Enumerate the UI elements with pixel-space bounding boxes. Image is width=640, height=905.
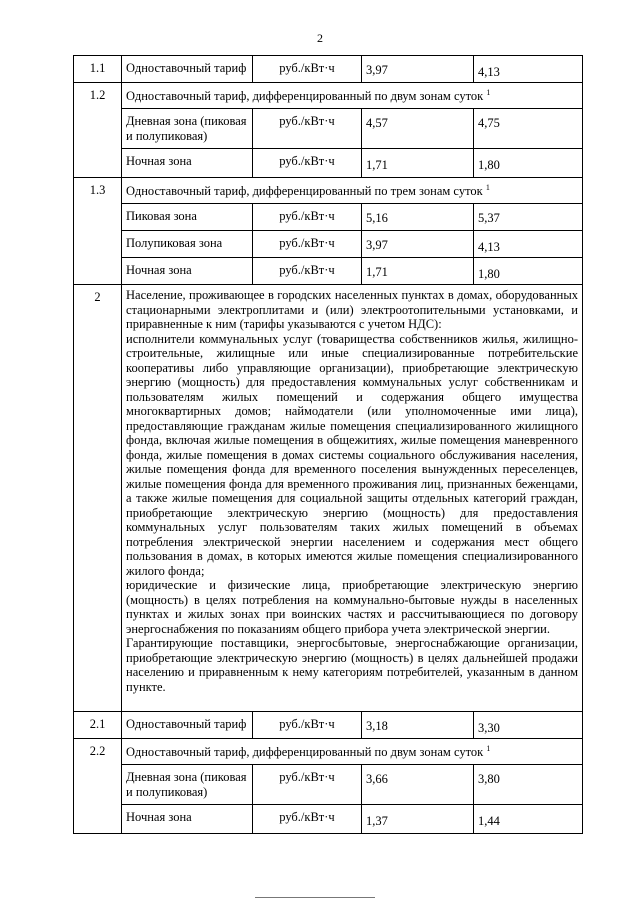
table-row (74, 109, 583, 149)
row-number: 2 (74, 285, 122, 712)
row-number: 1.2 (74, 83, 122, 178)
table-row (74, 178, 583, 204)
scan-edge-line (255, 897, 375, 898)
table-row (74, 204, 583, 231)
value-cell: 4,57 (362, 109, 474, 149)
paragraph: исполнители коммунальных услуг (товарищества собственников жилья, жилищно-строительные, жилищные или иные специализированные потребительские кооперативы либо управляющие организации), приобретающие электрическую энергию (мощность) для предоставления коммунальных услуг собственникам и пользователям жилых помещений и содержания общего имущества многоквартирных домов; наймодатели (или уполномоченные ими лица), предоставляющие гражданам жилые помещения специализированного жилищного фонда, включая жилые помещения в общежитиях, жилые помещения маневренного фонда, жилые помещения в домах системы социального обслуживания населения, жилые помещения фонда для временного поселения вынужденных переселенцев, жилые помещения фонда для временного проживания лиц, признанных беженцами, а также жилые помещения для социальной защиты отдельных категорий граждан, приобретающие электрическую энергию (мощность) для предоставления коммунальных услуг пользователям таких жилых помещений в объемах потребления электрической энергии населением и содержания мест общего пользования в домах, в которых имеются жилые помещения специализированного жилого фонда; (126, 331, 578, 578)
unit-cell: руб./кВт·ч (253, 231, 362, 258)
value-cell: 1,71 (362, 258, 474, 285)
tariff-name: Дневная зона (пиковая и полупиковая) (122, 109, 253, 149)
unit-cell: руб./кВт·ч (253, 258, 362, 285)
paragraph: Население, проживающее в городских населенных пунктах в домах, оборудованных стационарными электроплитами и (или) электроотопительными установками, и приравненные к ним (тарифы указываются с учетом НДС): (126, 288, 578, 331)
footnote-mark: 1 (486, 744, 491, 753)
table-row (74, 149, 583, 178)
value-cell: 4,13 (474, 56, 583, 83)
value-cell: 3,30 (474, 712, 583, 739)
table-row (74, 712, 583, 739)
unit-cell: руб./кВт·ч (253, 712, 362, 739)
table-row (74, 285, 583, 712)
value-cell: 3,66 (362, 765, 474, 805)
value-cell: 3,80 (474, 765, 583, 805)
table-row (74, 231, 583, 258)
value-cell: 3,97 (362, 231, 474, 258)
tariff-name: Одноставочный тариф (122, 56, 253, 83)
value-cell: 4,13 (474, 231, 583, 258)
table-row (74, 56, 583, 83)
footnote-mark: 1 (486, 88, 491, 97)
value-cell: 5,16 (362, 204, 474, 231)
unit-cell: руб./кВт·ч (253, 109, 362, 149)
category-description (122, 285, 583, 712)
tariff-name: Полупиковая зона (122, 231, 253, 258)
table-row (74, 739, 583, 765)
value-cell: 5,37 (474, 204, 583, 231)
value-cell: 1,44 (474, 805, 583, 834)
table-row (74, 805, 583, 834)
value-cell: 1,37 (362, 805, 474, 834)
row-number: 1.3 (74, 178, 122, 285)
table-row (74, 258, 583, 285)
row-number: 2.2 (74, 739, 122, 834)
table-row (74, 83, 583, 109)
footnote-mark: 1 (485, 183, 490, 192)
unit-cell: руб./кВт·ч (253, 204, 362, 231)
value-cell: 4,75 (474, 109, 583, 149)
tariff-name: Ночная зона (122, 149, 253, 178)
value-cell: 3,97 (362, 56, 474, 83)
value-cell: 1,80 (474, 149, 583, 178)
tariff-name: Пиковая зона (122, 204, 253, 231)
section-header (122, 83, 583, 109)
tariff-table (73, 55, 583, 834)
row-number: 1.1 (74, 56, 122, 83)
row-number: 2.1 (74, 712, 122, 739)
tariff-name: Одноставочный тариф (122, 712, 253, 739)
section-header-text: Одноставочный тариф, дифференцированный по трем зонам суток (126, 184, 483, 198)
section-header-text: Одноставочный тариф, дифференцированный по двум зонам суток (126, 89, 484, 103)
paragraph: юридические и физические лица, приобретающие электрическую энергию (мощность) в целях потребления на коммунально-бытовые нужды в населенных пунктах и жилых зонах при воинских частях и рассчитывающиеся по договору энергоснабжения по показаниям общего прибора учета электрической энергии. (126, 578, 578, 636)
paragraph: Гарантирующие поставщики, энергосбытовые, энергоснабжающие организации, приобретающие электрическую энергию (мощность) в целях дальнейшей продажи населению и приравненным к нему категориям потребителей, указанным в данном пункте. (126, 636, 578, 694)
section-header (122, 739, 583, 765)
value-cell: 1,80 (474, 258, 583, 285)
tariff-name: Дневная зона (пиковая и полупиковая) (122, 765, 253, 805)
section-header (122, 178, 583, 204)
value-cell: 3,18 (362, 712, 474, 739)
unit-cell: руб./кВт·ч (253, 765, 362, 805)
tariff-name: Ночная зона (122, 805, 253, 834)
unit-cell: руб./кВт·ч (253, 56, 362, 83)
table-row (74, 765, 583, 805)
value-cell: 1,71 (362, 149, 474, 178)
unit-cell: руб./кВт·ч (253, 149, 362, 178)
page-number: 2 (317, 31, 323, 45)
tariff-name: Ночная зона (122, 258, 253, 285)
unit-cell: руб./кВт·ч (253, 805, 362, 834)
section-header-text: Одноставочный тариф, дифференцированный по двум зонам суток (126, 745, 484, 759)
